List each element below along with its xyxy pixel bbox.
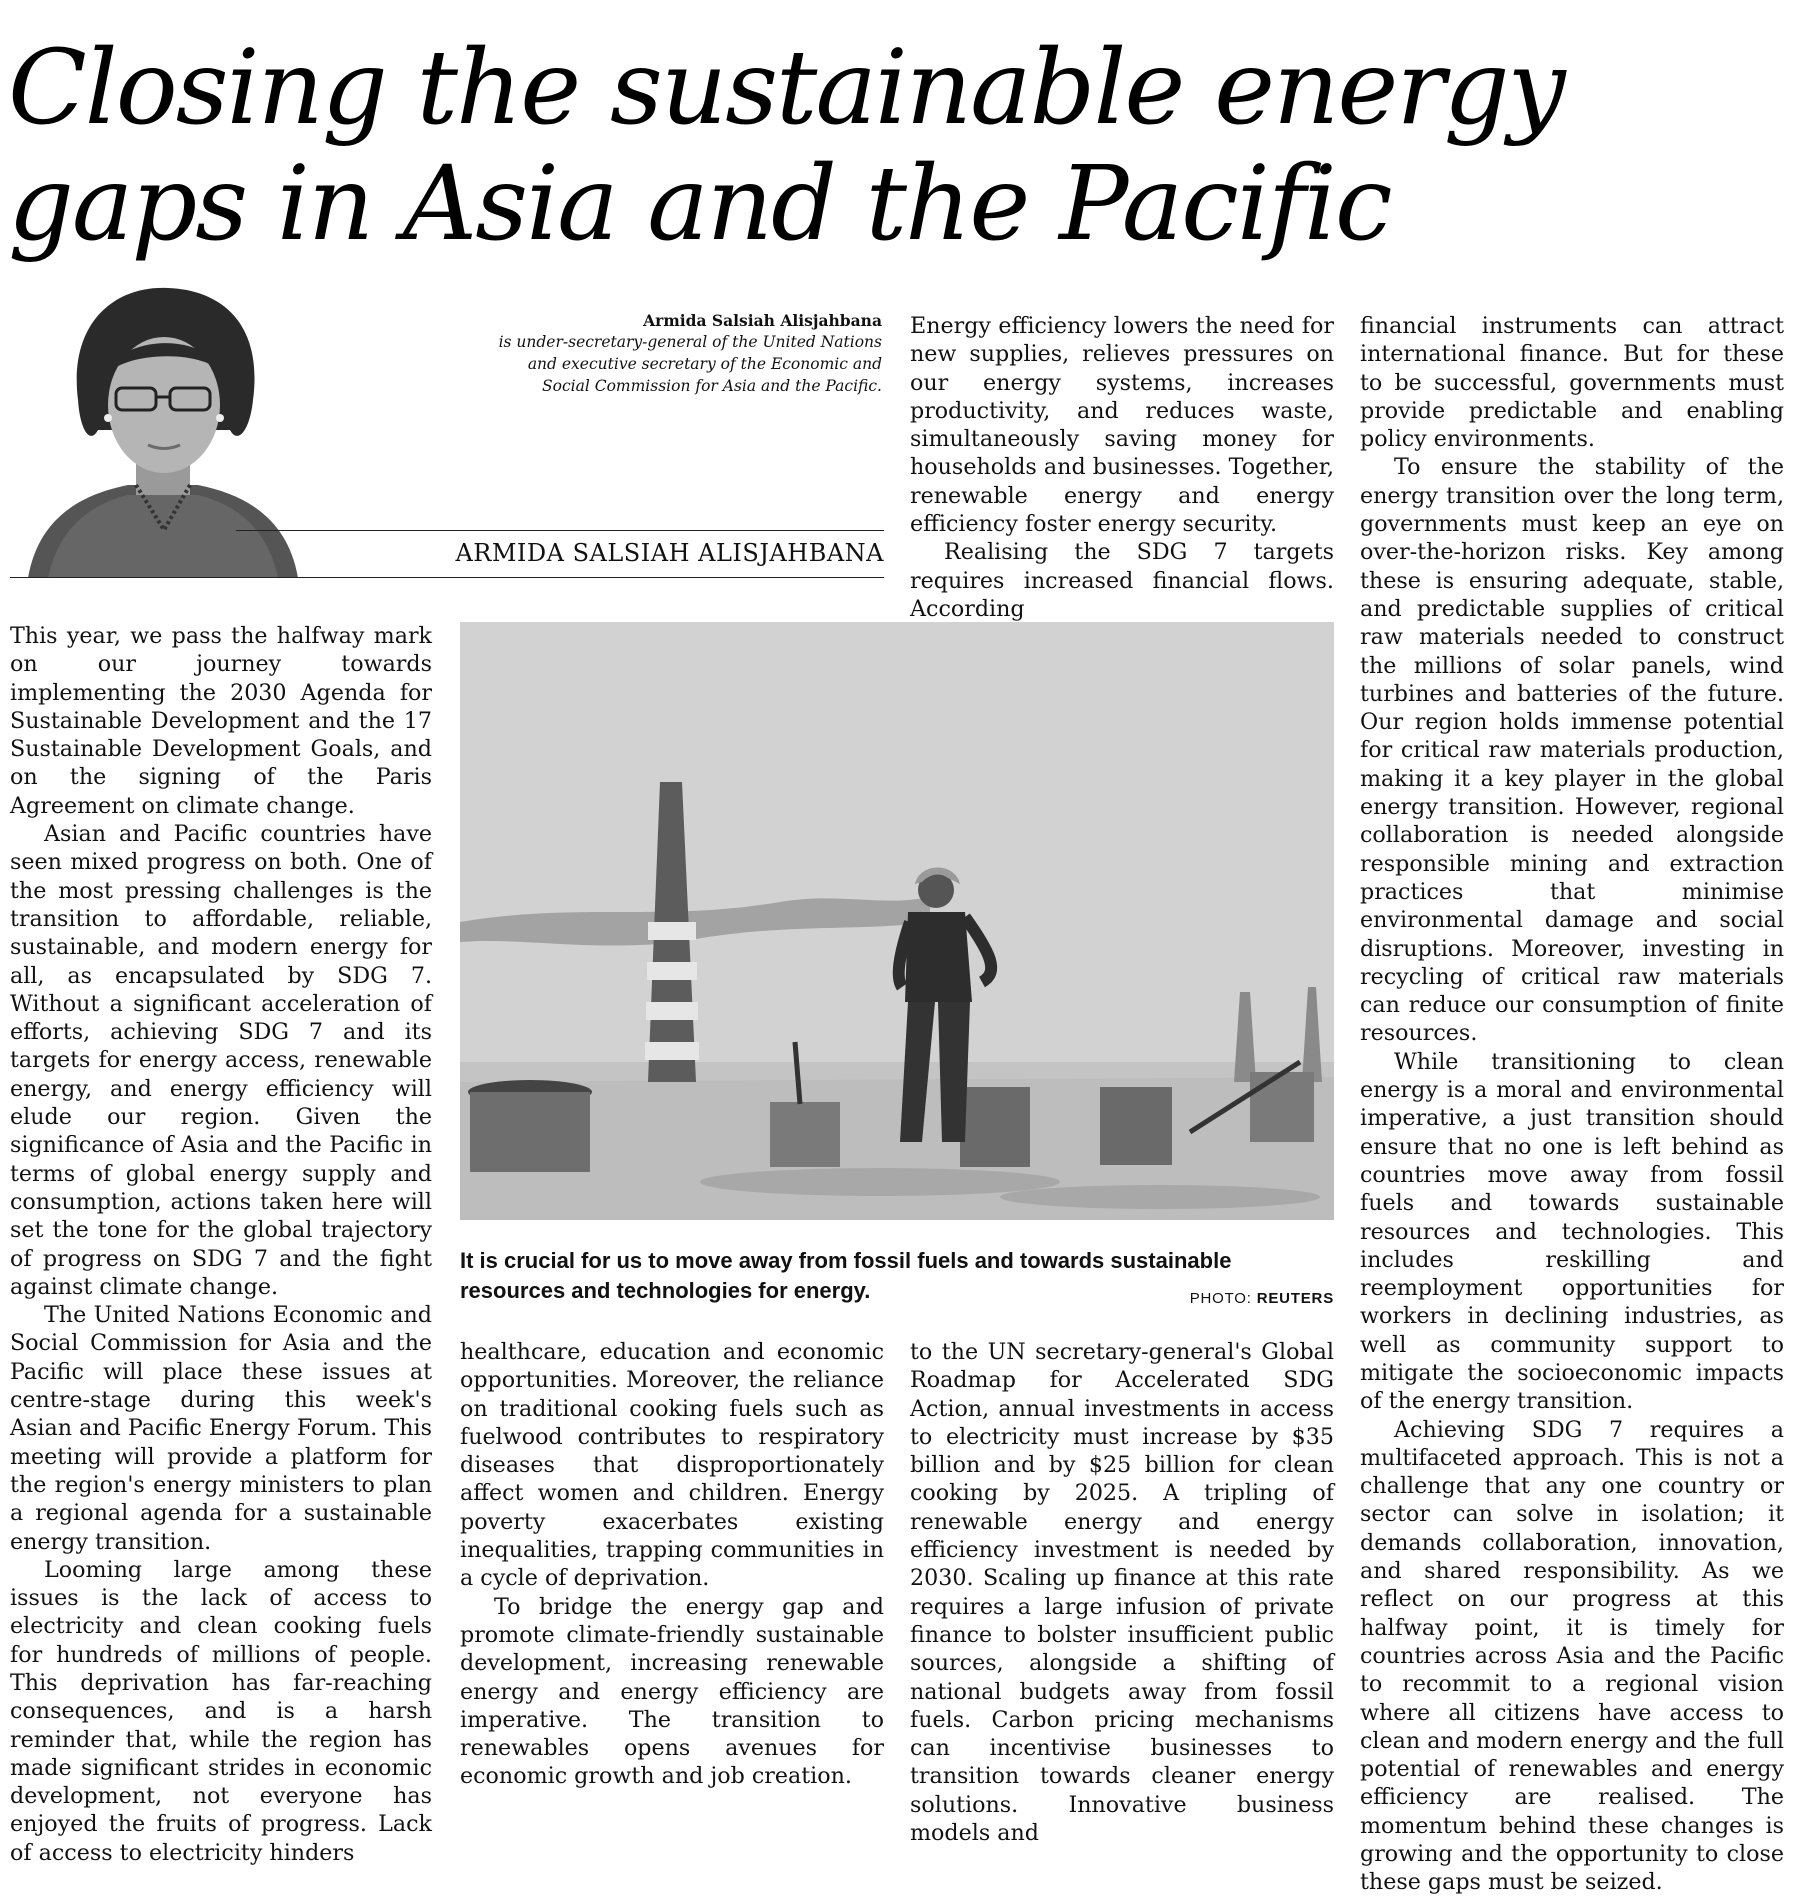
paragraph: to the UN secretary-general's Global Roadmap for Accelerated SDG Action, annual investments in access to electricity must increase by $35 billion and by $25 billion for clean cooking by 2025. A tripling of renewable energy and energy efficiency investment is needed by 2030. Scaling up finance at this rate requires a large infusion of private finance to bolster insufficient public sources, alongside a shifting of national budgets away from fossil fuels. Carbon pricing mechanisms can incentivise businesses to transition towards cleaner energy solutions. Innovative business models and (910, 1339, 1334, 1847)
photo-credit-label: PHOTO: (1189, 1290, 1252, 1307)
paragraph: Energy efficiency lowers the need for new supplies, relieves pressures on our energy systems, increases productivity, and reduces waste, simultaneously saving money for households and businesses. Together, renewable energy and energy efficiency foster energy security. (910, 313, 1334, 538)
column-3-bottom (910, 1338, 1334, 1847)
author-name-small: Armida Salsiah Alisjahbana (643, 311, 882, 330)
photo-credit-source: REUTERS (1256, 1290, 1334, 1307)
author-description: is under-secretary-general of the United Nations and executive secretary of the Economic and Social Commission for Asia and the Pacific. (498, 333, 882, 395)
column-3-top (910, 312, 1334, 622)
paragraph: financial instruments can attract international finance. But for these to be successful, governments must provide predictable and enabling policy environments. (1360, 313, 1784, 453)
author-byline: ARMIDA SALSIAH ALISJAHBANA (455, 539, 884, 567)
paragraph: To ensure the stability of the energy transition over the long term, governments must keep an eye on over-the-horizon risks. Key among these is ensuring adequate, stable, and predictable supplies of critical raw materials needed to construct the millions of solar panels, wind turbines and batteries of the future. Our region holds immense potential for critical raw materials production, making it a key player in the global energy transition. However, regional collaboration is needed alongside responsible mining and extraction practices that minimise environmental damage and social disruptions. Moreover, investing in recycling of critical raw materials can reduce our consumption of finite resources. (1360, 454, 1784, 1047)
photo-caption: It is crucial for us to move away from fossil fuels and towards sustainable resources and technologies for energy. (460, 1248, 1232, 1303)
brick-kiln-photo (460, 622, 1334, 1220)
photo-credit (1110, 1290, 1334, 1307)
author-bio (480, 310, 882, 397)
paragraph: Looming large among these issues is the lack of access to electricity and clean cooking fuels for hundreds of millions of people. This deprivation has far-reaching consequences, and is a harsh reminder that, while the region has made significant strides in economic development, not everyone has enjoyed the fruits of progress. Lack of access to electricity hinders (10, 1556, 432, 1866)
author-portrait-illustration (18, 280, 308, 578)
column-1 (10, 622, 432, 1866)
article-photo (460, 622, 1334, 1220)
column-2 (460, 1338, 884, 1810)
paragraph: Achieving SDG 7 requires a multifaceted approach. This is not a challenge that any one country or sector can solve in isolation; it demands collaboration, innovation, and shared responsibility. As we reflect on our progress at this halfway point, it is timely for countries across Asia and the Pacific to recommit to a regional vision where all citizens have access to clean and modern energy and the full potential of renewables and energy efficiency are realised. The momentum behind these changes is growing and the opportunity to close these gaps must be seized. (1360, 1416, 1784, 1896)
paragraph: Realising the SDG 7 targets requires increased financial flows. According (910, 539, 1334, 622)
headline: Closing the sustainable energy gaps in Asia and the Pacific (8, 28, 1564, 264)
column-4 (1360, 312, 1784, 1896)
byline-bottom-rule (10, 577, 884, 578)
paragraph: The United Nations Economic and Social Commission for Asia and the Pacific will place these issues at centre-stage during this week's Asian and Pacific Energy Forum. This meeting will provide a platform for the region's energy ministers to plan a regional agenda for a sustainable energy transition. (10, 1302, 432, 1555)
paragraph: healthcare, education and economic opportunities. Moreover, the reliance on traditional cooking fuels such as fuelwood contributes to respiratory diseases that disproportionately affect women and children. Energy poverty exacerbates existing inequalities, trapping communities in a cycle of deprivation. (460, 1339, 884, 1592)
paragraph: Asian and Pacific countries have seen mixed progress on both. One of the most pressing challenges is the transition to affordable, reliable, sustainable, and modern energy for all, as encapsulated by SDG 7. Without a significant acceleration of efforts, achieving SDG 7 and its targets for energy access, renewable energy, and energy efficiency will elude our region. Given the significance of Asia and the Pacific in terms of global energy supply and consumption, actions taken here will set the tone for the global trajectory of progress on SDG 7 and the fight against climate change. (10, 821, 432, 1300)
paragraph: This year, we pass the halfway mark on our journey towards implementing the 2030 Agenda for Sustainable Development and the 17 Sustainable Development Goals, and on the signing of the Paris Agreement on climate change. (10, 623, 432, 819)
paragraph: While transitioning to clean energy is a moral and environmental imperative, a just transition should ensure that no one is left behind as countries move away from fossil fuels and towards sustainable resources and technologies. This includes reskilling and reemployment opportunities for workers in declining industries, as well as community support to mitigate the socioeconomic impacts of the energy transition. (1360, 1048, 1784, 1415)
author-portrait (18, 280, 308, 578)
paragraph: To bridge the energy gap and promote climate-friendly sustainable development, increasing renewable energy and energy efficiency are imperative. The transition to renewables opens avenues for economic growth and job creation. (460, 1593, 884, 1790)
byline-rule (236, 530, 884, 531)
